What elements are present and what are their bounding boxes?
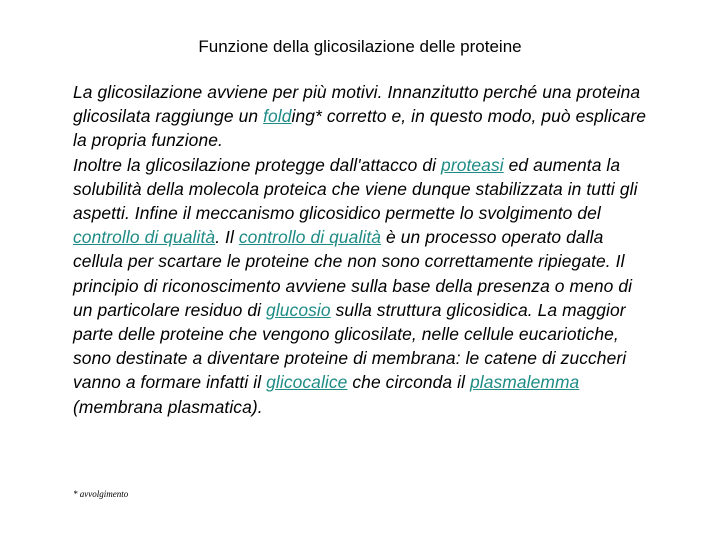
link-glicocalice[interactable]: glicocalice: [266, 372, 348, 393]
text-segment: Inoltre la glicosilazione protegge dall'attacco di: [73, 154, 442, 175]
text-segment: sulla struttura glicosidica. La maggior parte delle proteine che vengono glicosilate, nelle cellule eucariotiche, sono destinate a diventare proteine di membrana: le catene di zuccheri vanno a formare infatti il: [73, 299, 627, 393]
link-folding[interactable]: [263, 106, 291, 126]
link-glucosio[interactable]: glucosio: [266, 299, 331, 320]
text-segment: che circonda il: [347, 372, 470, 393]
text-segment: ing: [291, 106, 316, 127]
text-segment: La glicosilazione avviene per più motivi. Innanzitutto perché una proteina glicosilata raggiunge un: [73, 82, 641, 127]
link-plasmalemma[interactable]: plasmalemma: [469, 372, 580, 393]
text-segment: è un processo operato dalla cellula per scartare le proteine che non sono correttamente ripiegate. Il principio di riconoscimento avviene sulla base della presenza o meno di un particolare residuo di: [73, 227, 633, 320]
body-paragraph: [73, 80, 653, 419]
footnote: * avvolgimento: [73, 489, 129, 499]
text-segment: * corretto e, in questo modo, può esplicare la propria funzione.: [73, 106, 647, 151]
text-segment: ed aumenta la solubilità della molecola proteica che viene dunque stabilizzata in tutti gli aspetti. Infine il meccanismo glicosidico permette lo svolgimento del: [73, 154, 638, 224]
link-folding-part[interactable]: fold: [263, 106, 292, 127]
link-controllo-qualita-2[interactable]: controllo di qualità: [238, 227, 382, 248]
text-segment: (membrana plasmatica).: [73, 396, 263, 417]
link-proteasi[interactable]: proteasi: [441, 154, 504, 175]
text-segment: . Il: [215, 227, 239, 248]
page-title: Funzione della glicosilazione delle proteine: [198, 37, 522, 56]
link-controllo-qualita-1[interactable]: controllo di qualità: [73, 227, 216, 248]
